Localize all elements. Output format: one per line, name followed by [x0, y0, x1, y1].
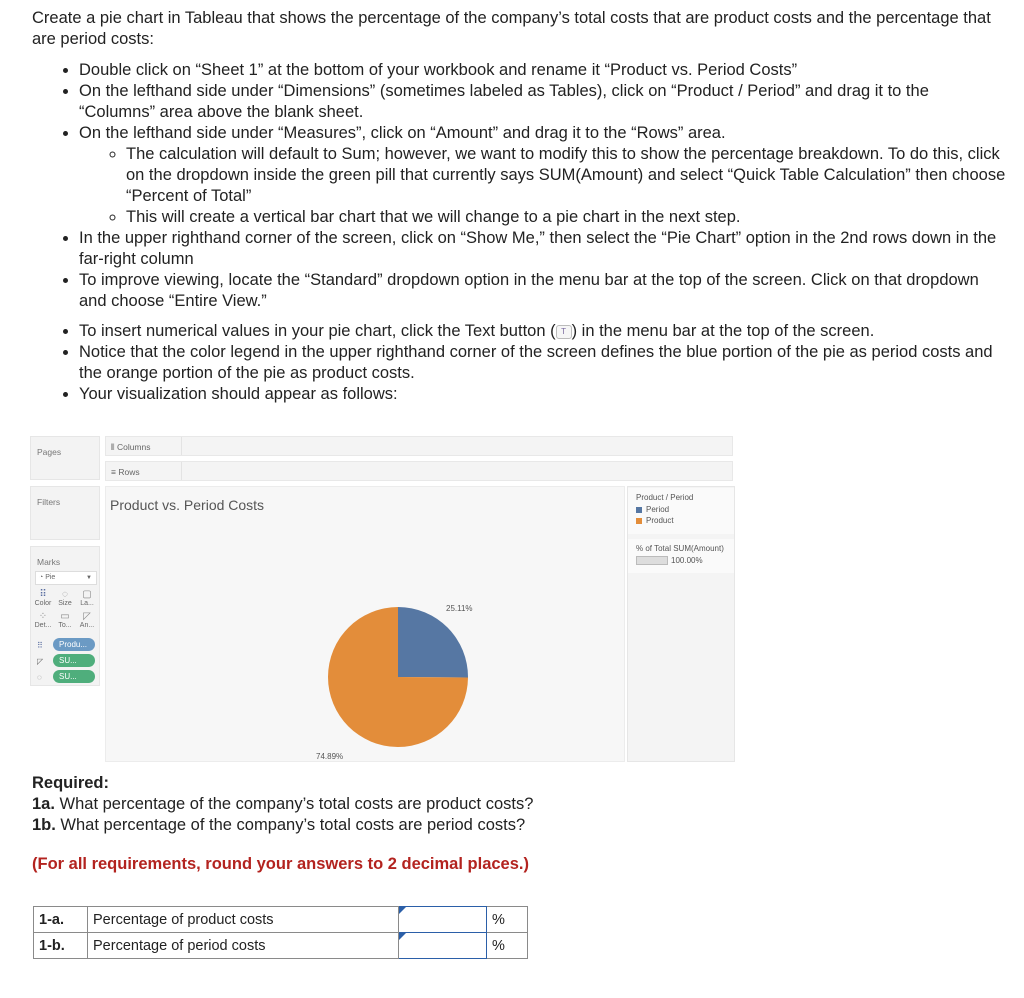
steps-list — [32, 60, 1007, 312]
detail-card[interactable]: ⁘ Det... — [34, 611, 52, 629]
rounding-note: (For all requirements, round your answers to 2 decimal places.) — [32, 855, 529, 873]
flag-icon — [399, 933, 406, 940]
steps-list-2 — [32, 321, 1007, 405]
color-icon: ⠿ — [39, 589, 47, 600]
legend-item-product[interactable]: Product — [628, 515, 734, 526]
step-6: • To insert numerical values in your pie chart, click the Text button ( T ) in the menu bar at the top of the screen. — [79, 321, 1007, 342]
legend-item-period[interactable]: Period — [628, 504, 734, 515]
rows-drop-area[interactable] — [181, 462, 732, 480]
required-heading: Required: — [32, 774, 110, 792]
product-period-pill[interactable]: Produ... — [53, 638, 95, 651]
pie-label-product: 74.89% — [316, 752, 344, 761]
step-8: • Your visualization should appear as follows: — [79, 384, 1007, 405]
columns-drop-area[interactable] — [181, 437, 732, 455]
tableau-screenshot — [30, 436, 740, 764]
label-card[interactable]: ▢ La... — [77, 589, 97, 607]
mark-type-dropdown[interactable]: ◔ Pie ▼ — [35, 571, 97, 585]
tooltip-card[interactable]: ▭ To... — [55, 611, 75, 629]
sum-amount-pill-2[interactable]: SU... — [53, 670, 95, 683]
angle-card[interactable]: ◸ An... — [77, 611, 97, 629]
step-3a: ◦ The calculation will default to Sum; however, we want to modify this to show the percentage breakdown. To do this, click on the dropdown inside the green pill that currently says SUM(Amount) and select “Quick Table Calculation” then choose “Percent of Total” — [126, 144, 1007, 207]
label-icon: ▢ — [82, 589, 92, 600]
color-small-icon: ⠿ — [37, 641, 43, 650]
step-2: • On the lefthand side under “Dimensions” (sometimes labeled as Tables), click on “Product / Period” and drag it to the “Columns” area above the blank sheet. — [79, 81, 1007, 123]
instructions — [32, 8, 1007, 405]
answer-row-1b: 1-b. Percentage of period costs % — [34, 933, 528, 959]
question-1b: 1b. What percentage of the company’s total costs are period costs? — [32, 816, 526, 834]
period-swatch — [636, 507, 642, 513]
chevron-down-icon: ▼ — [86, 575, 92, 581]
pie-chart — [106, 487, 626, 763]
text-button-icon: T — [556, 325, 572, 339]
pie-label-period: 25.11% — [446, 604, 473, 613]
sum-amount-pill-1[interactable]: SU... — [53, 654, 95, 667]
step-7: • Notice that the color legend in the upper righthand corner of the screen defines the blue portion of the pie as period costs and the orange portion of the pie as product costs. — [79, 342, 1007, 384]
angle-legend: % of Total SUM(Amount) 100.00% — [628, 539, 734, 573]
pie-slice-period[interactable] — [398, 607, 468, 677]
step-3b: ◦ This will create a vertical bar chart that we will change to a pie chart in the next step. — [126, 207, 1007, 228]
angle-small-icon: ◸ — [37, 657, 44, 666]
step-4: • In the upper righthand corner of the screen, click on “Show Me,” then select the “Pie Chart” option in the 2nd rows down in the far-right column — [79, 228, 1007, 270]
product-cost-percent-input[interactable] — [399, 907, 486, 932]
step-1: • Double click on “Sheet 1” at the bottom of your workbook and rename it “Product vs. Period Costs” — [79, 60, 1007, 81]
angle-icon: ◸ — [83, 611, 91, 622]
step-3 — [79, 123, 1007, 228]
rows-shelf[interactable]: ≡ Rows — [105, 461, 733, 481]
pages-shelf: Pages — [30, 436, 100, 480]
step-5: • To improve viewing, locate the “Standard” dropdown option in the menu bar at the top of the screen. Click on that dropdown and choose “Entire View.” — [79, 270, 1007, 312]
rows-icon: ≡ — [111, 467, 116, 477]
angle-legend-swatch — [636, 556, 668, 565]
required-section — [32, 773, 533, 836]
flag-icon — [399, 907, 406, 914]
color-card[interactable]: ⠿ Color — [34, 589, 52, 607]
columns-icon: ⫴ — [111, 442, 115, 452]
question-1a: 1a. What percentage of the company’s total costs are product costs? — [32, 795, 534, 813]
marks-card: Marks ◔ Pie ▼ ⠿ Color ◌ Size ▢ La... ⁘ Det... ▭ To... ◸ An... ⠿ Produ... ◸ SU... ◌ SU... — [30, 546, 100, 686]
columns-shelf[interactable]: ⫴ Columns — [105, 436, 733, 456]
step-3-text: On the lefthand side under “Measures”, click on “Amount” and drag it to the “Rows” area. — [79, 124, 726, 142]
period-cost-percent-input[interactable] — [399, 933, 486, 958]
product-swatch — [636, 518, 642, 524]
legend-panel — [627, 486, 735, 762]
size-icon: ◌ — [62, 589, 68, 600]
size-card[interactable]: ◌ Size — [55, 589, 75, 607]
color-legend: Product / Period Period Product — [628, 488, 734, 534]
answer-row-1a: 1-a. Percentage of product costs % — [34, 907, 528, 933]
pie-icon: ◔ — [39, 574, 44, 581]
label-small-icon: ◌ — [37, 673, 42, 682]
sheet-canvas — [105, 486, 625, 762]
answer-table — [33, 906, 528, 959]
tooltip-icon: ▭ — [60, 611, 70, 622]
intro-text: Create a pie chart in Tableau that shows the percentage of the company’s total costs that are product costs and the percentage that are period costs: — [32, 9, 991, 48]
sheet-title: Product vs. Period Costs — [110, 497, 265, 513]
detail-icon: ⁘ — [38, 611, 48, 622]
filters-shelf: Filters — [30, 486, 100, 540]
